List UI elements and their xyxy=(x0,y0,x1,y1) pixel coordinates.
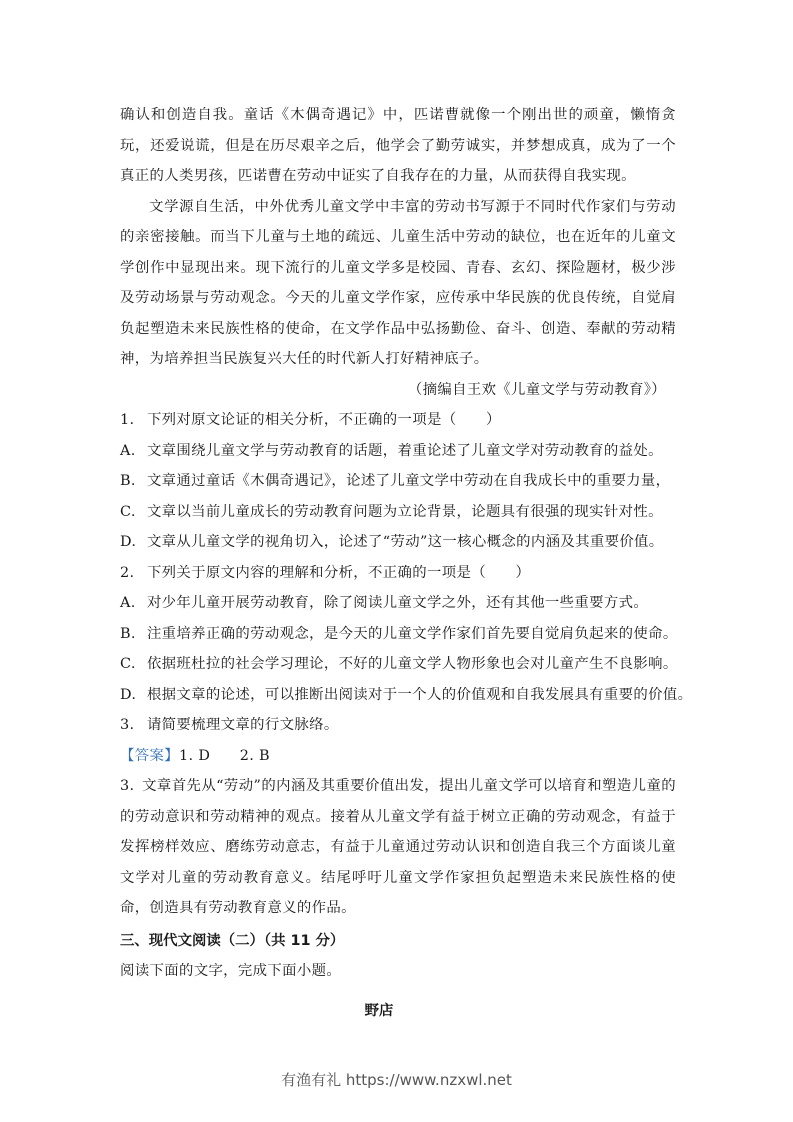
story-title: 野店 xyxy=(364,1002,394,1019)
answer-key xyxy=(120,741,676,772)
option-text: 依据班杜拉的社会学习理论，不好的儿童文学人物形象也会对儿童产生不良影响。 xyxy=(146,656,678,672)
document-page xyxy=(120,100,693,1020)
option-label: B. xyxy=(120,473,136,489)
explanation-number: 3. xyxy=(120,778,135,794)
question-2-option-d xyxy=(120,680,693,711)
section-instruction: 阅读下面的文字，完成下面小题。 xyxy=(120,963,342,979)
option-label: B. xyxy=(120,625,136,642)
question-number: 1. xyxy=(120,412,135,428)
answer-choices: 1. D 2. B xyxy=(178,747,270,764)
option-label: C. xyxy=(120,656,136,672)
question-1-option-a xyxy=(120,436,676,467)
answer-label: 【答案】 xyxy=(120,747,179,764)
option-text: 文章通过童话《木偶奇遇记》，论述了儿童文学中劳动在自我成长中的重要力量， xyxy=(146,473,671,489)
option-label: A. xyxy=(120,442,136,459)
question-2-option-c xyxy=(120,649,676,680)
option-label: D. xyxy=(120,534,137,550)
passage-paragraph-1: 确认和创造自我。童话《木偶奇遇记》中，匹诺曹就像一个刚出世的顽童，懒惰贪玩，还爱说谎，但是在历尽艰辛之后，他学会了勤劳诚实，并梦想成真，成为了一个真正的人类男孩，匹诺曹在劳动中证实了自我存在的力量，从而获得自我实现。 xyxy=(120,107,676,184)
question-1-stem xyxy=(120,405,676,436)
answer-explanation xyxy=(120,771,676,924)
section-heading: 三、现代文阅读（二）（共 11 分） xyxy=(120,932,345,949)
option-text: 根据文章的论述，可以推断出阅读对于一个人的价值观和自我发展具有重要的价值。 xyxy=(146,686,693,703)
option-text: 文章从儿童文学的视角切入，论述了“劳动”这一核心概念的内涵及其重要价值。 xyxy=(146,534,664,550)
question-3-stem xyxy=(120,710,676,741)
option-label: D. xyxy=(120,686,137,703)
question-1-option-d xyxy=(120,527,676,558)
explanation-text: 文章首先从“劳动”的内涵及其重要价值出发，提出儿童文学可以培育和塑造儿童的的劳动意识和劳动精神的观点。接着从儿童文学有益于树立正确的劳动观念，有益于发挥榜样效应、磨练劳动意志，有益于儿童通过劳动认识和创造自我三个方面谈儿童文学对儿童的劳动教育意义。结尾呼吁儿童文学作家担负起塑造未来民族性格的使命，创造具有劳动教育意义的作品。 xyxy=(120,778,676,916)
question-1-option-c xyxy=(120,497,676,528)
question-text: 下列对原文论证的相关分析，不正确的一项是（ ） xyxy=(146,412,501,428)
option-label: C. xyxy=(120,503,136,520)
option-text: 注重培养正确的劳动观念，是今天的儿童文学作家们首先要自觉肩负起来的使命。 xyxy=(146,625,678,642)
question-number: 3. xyxy=(120,717,135,733)
question-1-option-b xyxy=(120,466,676,497)
option-label: A. xyxy=(120,595,136,611)
question-text: 请简要梳理文章的行文脉络。 xyxy=(146,717,339,733)
option-text: 文章围绕儿童文学与劳动教育的话题，着重论述了儿童文学对劳动教育的益处。 xyxy=(146,442,663,459)
passage-paragraph-2: 文学源自生活，中外优秀儿童文学中丰富的劳动书写源于不同时代作家们与劳动的亲密接触。而当下儿童与土地的疏远、儿童生活中劳动的缺位，也在近年的儿童文学创作中显现出来。现下流行的儿童文学多是校园、青春、玄幻、探险题材，极少涉及劳动场景与劳动观念。今天的儿童文学作家，应传承中华民族的优良传统，自觉肩负起塑造未来民族性格的使命，在文学作品中弘扬勤俭、奋斗、创造、奉献的劳动精神，为培养担当民族复兴大任的时代新人打好精神底子。 xyxy=(120,198,676,367)
question-text: 下列关于原文内容的理解和分析，不正确的一项是（ ） xyxy=(146,564,531,581)
option-text: 对少年儿童开展劳动教育，除了阅读儿童文学之外，还有其他一些重要方式。 xyxy=(146,595,649,611)
watermark-footer: 有渔有礼 https://www.nzxwl.net xyxy=(281,1071,512,1089)
question-2-stem xyxy=(120,558,676,589)
option-text: 文章以当前儿童成长的劳动教育问题为立论背景，论题具有很强的现实针对性。 xyxy=(146,503,663,520)
question-number: 2. xyxy=(120,564,135,581)
passage-citation: （摘编自王欢《儿童文学与劳动教育》） xyxy=(407,381,666,398)
question-2-option-b xyxy=(120,619,676,650)
question-2-option-a xyxy=(120,588,676,619)
